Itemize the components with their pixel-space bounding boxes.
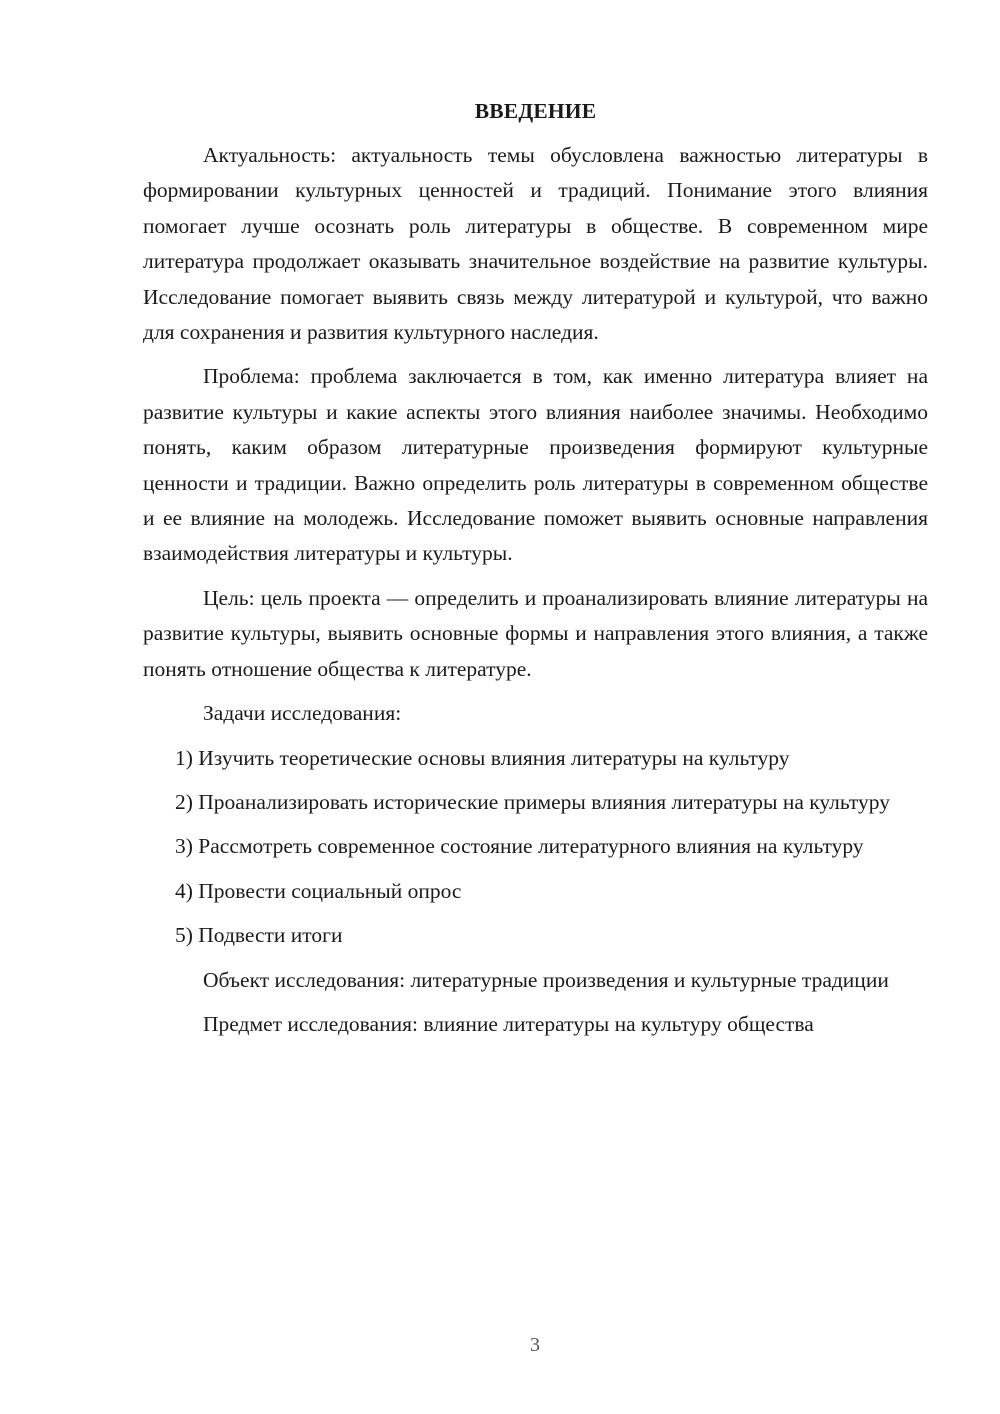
task-item: 5) Подвести итоги bbox=[175, 923, 343, 948]
task-item: 2) Проанализировать исторические примеры влияния литературы на культуру bbox=[175, 789, 890, 814]
tasks-heading: Задачи исследования: bbox=[203, 701, 402, 726]
task-item: 3) Рассмотреть современное состояние литературного влияния на культуру bbox=[175, 834, 864, 859]
relevance-paragraph: Актуальность: актуальность темы обусловлена важностью литературы в формировании культурных ценностей и традиций. Понимание этого влияния помогает лучше осознать роль литературы в обществе. В современном мире литература продолжает оказывать значительное воздействие на развитие культуры. Исследование помогает выявить связь между литературой и культурой, что важно для сохранения и развития культурного наследия. bbox=[143, 143, 928, 345]
research-object-paragraph: Объект исследования: литературные произведения и культурные традиции bbox=[203, 967, 889, 992]
problem-paragraph: Проблема: проблема заключается в том, как именно литература влияет на развитие культуры и какие аспекты этого влияния наиболее значимы. Необходимо понять, каким образом литературные произведения формируют культурные ценности и традиции. Важно определить роль литературы в современном обществе и ее влияние на молодежь. Исследование поможет выявить основные направления взаимодействия литературы и культуры. bbox=[143, 364, 928, 566]
task-item: 4) Провести социальный опрос bbox=[175, 878, 462, 903]
page-title: ВВЕДЕНИЕ bbox=[474, 99, 597, 123]
goal-paragraph: Цель: цель проекта — определить и проанализировать влияние литературы на развитие культуры, выявить основные формы и направления этого влияния, а также понять отношение общества к литературе. bbox=[143, 585, 928, 681]
page-number: 3 bbox=[530, 1334, 540, 1356]
page-content bbox=[143, 96, 928, 1042]
research-subject-paragraph: Предмет исследования: влияние литературы на культуру общества bbox=[203, 1011, 814, 1036]
task-item: 1) Изучить теоретические основы влияния литературы на культуру bbox=[175, 745, 790, 770]
